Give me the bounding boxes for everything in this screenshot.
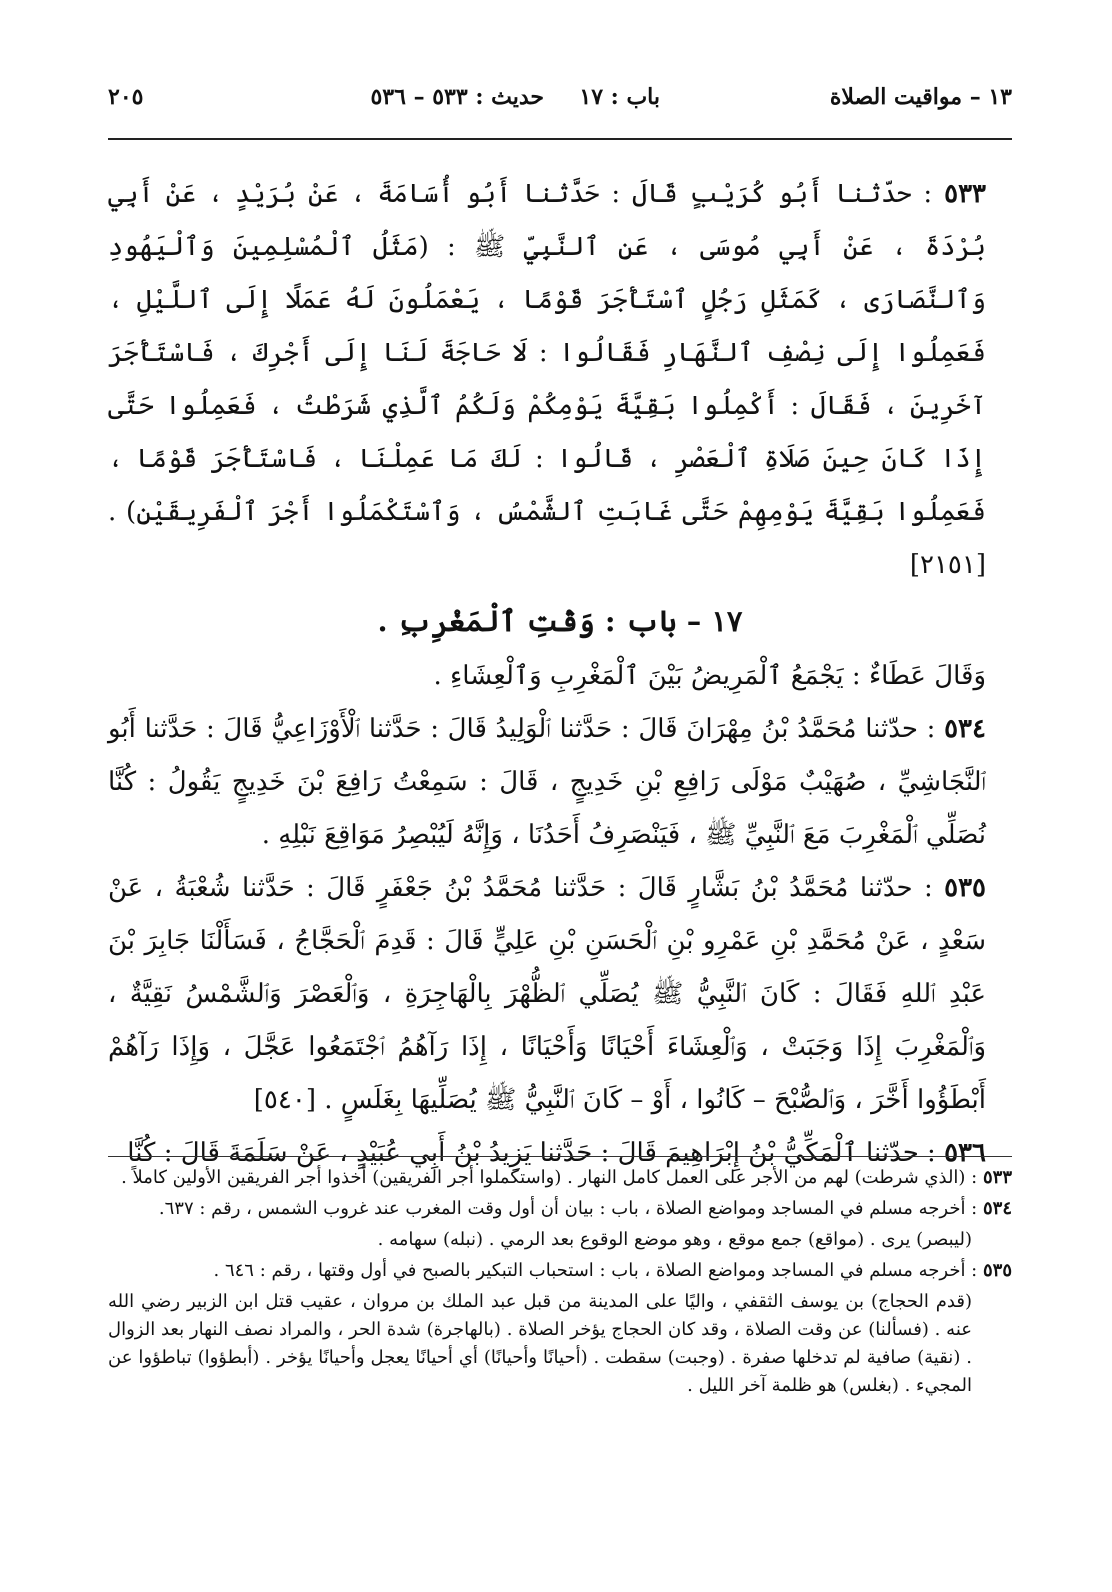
running-header [108, 84, 1012, 124]
hadith-number: ٥٣٤ [944, 714, 986, 744]
header-hadith-range: حديث : ٥٣٣ – ٥٣٦ [370, 84, 544, 110]
footnote-number: ٥٣٣ [982, 1167, 1012, 1188]
hadith-text: حدّثنا مُحَمَّدُ بْنُ بَشَّارٍ قَالَ : حَدَّثنا مُحَمَّدُ بْنُ جَعْفَرٍ قَالَ : حَدَّثنا شُعْبَةُ ، عَنْ سَعْدٍ ، عَنْ مُحَمَّدِ بْنِ عَمْرِو بْنِ ٱلْحَسَنِ بْنِ عَلِيٍّ قَالَ : قَدِمَ ٱلْحَجَّاجُ ، فَسَأَلْنَا جَابِرَ بْنَ عَبْدِ ٱللهِ فَقَالَ : كَانَ ٱلنَّبِيُّ ﷺ يُصَلِّي ٱلظُّهْرَ بِالْهَاجِرَةِ ، وَٱلْعَصْرَ وَٱلشَّمْسُ نَقِيَّةٌ ، وَٱلْمَغْرِبَ إِذَا وَجَبَتْ ، وَٱلْعِشَاءَ أَحْيَانًا وَأَحْيَانًا ، إِذَا رَآهُمُ ٱجْتَمَعُوا عَجَّلَ ، وَإِذَا رَآهُمْ أَبْطَؤُوا أَخَّرَ ، وَٱلصُّبْحَ – كَانُوا ، أَوْ – كَانَ ٱلنَّبِيُّ ﷺ يُصَلِّيهَا بِغَلَسٍ . [108, 873, 986, 1115]
header-bab-number: باب : ١٧ [579, 84, 660, 110]
footnote-text: أخرجه مسلم في المساجد ومواضع الصلاة ، باب : بيان أن أول وقت المغرب عند غروب الشمس ، رقم : ٦٣٧. [158, 1198, 966, 1219]
header-divider [108, 138, 1012, 140]
page-number: ٢٠٥ [108, 84, 144, 110]
footnote-number: ٥٣٤ [982, 1198, 1012, 1219]
footnote-535-explanation: (قدم الحجاج) بن يوسف الثقفي ، واليًا على المدينة من قبل عبد الملك بن مروان ، عقيب قتل ابن الزبير رضي الله عنه . (فسألنا) عن وقت الصلاة ، وقد كان الحجاج يؤخر الصلاة . (بالهاجرة) شدة الحر ، والمراد نصف النهار بعد الزوال . (نقية) صافية لم تدخلها صفرة . (وجبت) سقطت . (أحيانًا وأحيانًا) أي أحيانًا يعجل وأحيانًا يؤخر . (أبطؤوا) تباطؤوا عن المجيء . (بغلس) هو ظلمة آخر الليل . [108, 1291, 972, 1396]
hadith-text: حدّثنا أَبُو كُرَيْبٍ قَالَ : حَدَّثنا أَبُو أُسَامَةَ ، عَنْ بُرَيْدٍ ، عَنْ أَبِي بُرْدَةَ ، عَنْ أَبِي مُوسَى ، عَنِ ٱلنَّبِيِّ ﷺ : (مَثَلُ ٱلْمُسْلِمِينَ وَٱلْيَهُودِ وَٱلنَّصَارَى ، كَمَثَلِ رَجُلٍ ٱسْتَأْجَرَ قَوْمًا ، يَعْمَلُونَ لَهُ عَمَلًا إِلَى ٱللَّيْلِ ، فَعَمِلُوا إِلَى نِصْفِ ٱلنَّهَارِ فَقَالُوا : لَا حَاجَةَ لَنَا إِلَى أَجْرِكَ ، فَاسْتَأْجَرَ آخَرِينَ ، فَقَالَ : أَكْمِلُوا بَقِيَّةَ يَوْمِكُمْ وَلَكُمُ ٱلَّذِي شَرَطْتُ ، فَعَمِلُوا حَتَّى إِذَا كَانَ حِينَ صَلَاةِ ٱلْعَصْرِ ، قَالُوا : لَكَ مَا عَمِلْنَا ، فَاسْتَأْجَرَ قَوْمًا ، فَعَمِلُوا بَقِيَّةَ يَوْمِهِمْ حَتَّى غَابَتِ ٱلشَّمْسُ ، وَٱسْتَكْمَلُوا أَجْرَ ٱلْفَرِيقَيْنِ) . [108, 179, 986, 527]
footnote-divider [108, 1156, 1012, 1157]
hadith-text: حدّثنا ٱلْمَكِّيُّ بْنُ إِبْرَاهِيمَ قَالَ : حَدَّثنا يَزِيدُ بْنُ أَبِي عُبَيْدٍ ، عَنْ سَلَمَةَ قَالَ : كُنَّا [127, 1138, 919, 1168]
bab-heading: ١٧ – باب : وَقْتِ ٱلْمَغْرِبِ . [377, 604, 743, 638]
hadith-534: ٥٣٤ : حدّثنا مُحَمَّدُ بْنُ مِهْرَانَ قَالَ : حَدَّثنا ٱلْوَلِيدُ قَالَ : حَدَّثنا ٱلْأَوْزَاعِيُّ قَالَ : حَدَّثنا أَبُو ٱلنَّجَاشِيِّ ، صُهَيْبٌ مَوْلَى رَافِعِ بْنِ خَدِيجٍ ، قَالَ : سَمِعْتُ رَافِعَ بْنَ خَدِيجٍ يَقُولُ : كُنَّا نُصَلِّي ٱلْمَغْرِبَ مَعَ ٱلنَّبِيِّ ﷺ ، فَيَنْصَرِفُ أَحَدُنَا ، وَإِنَّهُ لَيُبْصِرُ مَوَاقِعَ نَبْلِهِ . [108, 714, 986, 850]
hadith-text: حدّثنا مُحَمَّدُ بْنُ مِهْرَانَ قَالَ : حَدَّثنا ٱلْوَلِيدُ قَالَ : حَدَّثنا ٱلْأَوْزَاعِيُّ قَالَ : حَدَّثنا أَبُو ٱلنَّجَاشِيِّ ، صُهَيْبٌ مَوْلَى رَافِعِ بْنِ خَدِيجٍ ، قَالَ : سَمِعْتُ رَافِعَ بْنَ خَدِيجٍ يَقُولُ : كُنَّا نُصَلِّي ٱلْمَغْرِبَ مَعَ ٱلنَّبِيِّ ﷺ ، فَيَنْصَرِفُ أَحَدُنَا ، وَإِنَّهُ لَيُبْصِرُ مَوَاقِعَ نَبْلِهِ . [108, 714, 986, 850]
footnote-534: ٥٣٤ : أخرجه مسلم في المساجد ومواضع الصلاة ، باب : بيان أن أول وقت المغرب عند غروب الشمس ، رقم : ٦٣٧. [158, 1198, 1012, 1219]
footnote-534-explanation: (ليبصر) يرى . (مواقع) جمع موقع ، وهو موضع الوقوع بعد الرمي . (نبله) سهامه . [377, 1229, 972, 1250]
hadith-number: ٥٣٥ [944, 873, 987, 903]
footnotes [108, 1164, 1012, 1403]
hadith-536: ٥٣٦ : حدّثنا ٱلْمَكِّيُّ بْنُ إِبْرَاهِيمَ قَالَ : حَدَّثنا يَزِيدُ بْنُ أَبِي عُبَيْدٍ ، عَنْ سَلَمَةَ قَالَ : كُنَّا [127, 1138, 986, 1168]
header-chapter-title: ١٣ – مواقيت الصلاة [829, 84, 1012, 110]
footnote-535: ٥٣٥ : أخرجه مسلم في المساجد ومواضع الصلاة ، باب : استحباب التبكير بالصبح في أول وقتها ، رقم : ٦٤٦ . [213, 1260, 1012, 1281]
footnote-text: (الذي شرطت) لهم من الأجر على العمل كامل النهار . (واستكملوا أجر الفريقين) أخذوا أجر الفريقين الأولين كاملاً . [121, 1167, 966, 1188]
cross-reference: [٥٤٠] [253, 1085, 316, 1115]
main-text [108, 168, 1012, 1180]
hadith-number: ٥٣٣ [944, 179, 987, 209]
footnote-text: أخرجه مسلم في المساجد ومواضع الصلاة ، باب : استحباب التبكير بالصبح في أول وقتها ، رقم : ٦٤٦ . [213, 1260, 966, 1281]
hadith-535: ٥٣٥ : حدّثنا مُحَمَّدُ بْنُ بَشَّارٍ قَالَ : حَدَّثنا مُحَمَّدُ بْنُ جَعْفَرٍ قَالَ : حَدَّثنا شُعْبَةُ ، عَنْ سَعْدٍ ، عَنْ مُحَمَّدِ بْنِ عَمْرِو بْنِ ٱلْحَسَنِ بْنِ عَلِيٍّ قَالَ : قَدِمَ ٱلْحَجَّاجُ ، فَسَأَلْنَا جَابِرَ بْنَ عَبْدِ ٱللهِ فَقَالَ : كَانَ ٱلنَّبِيُّ ﷺ يُصَلِّي ٱلظُّهْرَ بِالْهَاجِرَةِ ، وَٱلْعَصْرَ وَٱلشَّمْسُ نَقِيَّةٌ ، وَٱلْمَغْرِبَ إِذَا وَجَبَتْ ، وَٱلْعِشَاءَ أَحْيَانًا وَأَحْيَانًا ، إِذَا رَآهُمُ ٱجْتَمَعُوا عَجَّلَ ، وَإِذَا رَآهُمْ أَبْطَؤُوا أَخَّرَ ، وَٱلصُّبْحَ – كَانُوا ، أَوْ – كَانَ ٱلنَّبِيُّ ﷺ يُصَلِّيهَا بِغَلَسٍ . [٥٤٠] [108, 873, 987, 1115]
hadith-533: ٥٣٣ : حدّثنا أَبُو كُرَيْبٍ قَالَ : حَدَّثنا أَبُو أُسَامَةَ ، عَنْ بُرَيْدٍ ، عَنْ أَبِي بُرْدَةَ ، عَنْ أَبِي مُوسَى ، عَنِ ٱلنَّبِيِّ ﷺ : (مَثَلُ ٱلْمُسْلِمِينَ وَٱلْيَهُودِ وَٱلنَّصَارَى ، كَمَثَلِ رَجُلٍ ٱسْتَأْجَرَ قَوْمًا ، يَعْمَلُونَ لَهُ عَمَلًا إِلَى ٱللَّيْلِ ، فَعَمِلُوا إِلَى نِصْفِ ٱلنَّهَارِ فَقَالُوا : لَا حَاجَةَ لَنَا إِلَى أَجْرِكَ ، فَاسْتَأْجَرَ آخَرِينَ ، فَقَالَ : أَكْمِلُوا بَقِيَّةَ يَوْمِكُمْ وَلَكُمُ ٱلَّذِي شَرَطْتُ ، فَعَمِلُوا حَتَّى إِذَا كَانَ حِينَ صَلَاةِ ٱلْعَصْرِ ، قَالُوا : لَكَ مَا عَمِلْنَا ، فَاسْتَأْجَرَ قَوْمًا ، فَعَمِلُوا بَقِيَّةَ يَوْمِهِمْ حَتَّى غَابَتِ ٱلشَّمْسُ ، وَٱسْتَكْمَلُوا أَجْرَ ٱلْفَرِيقَيْنِ) . [٢١٥١] [108, 179, 987, 580]
footnote-number: ٥٣٥ [982, 1260, 1012, 1281]
ata-statement: وَقَالَ عَطَاءٌ : يَجْمَعُ ٱلْمَرِيضُ بَيْنَ ٱلْمَغْرِبِ وَٱلْعِشَاءِ . [433, 661, 986, 691]
hadith-number: ٥٣٦ [944, 1138, 986, 1168]
footnote-533: ٥٣٣ : (الذي شرطت) لهم من الأجر على العمل كامل النهار . (واستكملوا أجر الفريقين) أخذوا أجر الفريقين الأولين كاملاً . [121, 1167, 1012, 1188]
cross-reference: [٢١٥١] [909, 550, 986, 580]
